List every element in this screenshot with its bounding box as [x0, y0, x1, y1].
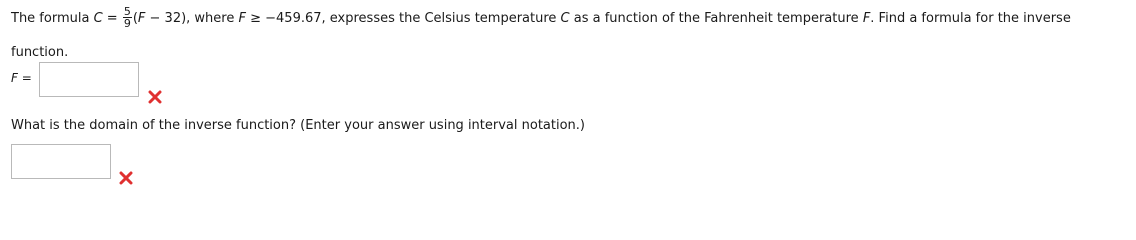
problem-line-1: [11, 7, 1126, 30]
equals-sign: =: [102, 11, 122, 26]
domain-answer-input[interactable]: [11, 144, 111, 179]
problem-line-2: function.: [11, 45, 69, 60]
domain-question: What is the domain of the inverse function? (Enter your answer using interval notation.): [11, 118, 585, 133]
problem-statement: [11, 7, 1126, 62]
problem-mid-text: as a function of the Fahrenheit temperature: [569, 11, 863, 26]
incorrect-x-icon: [119, 171, 133, 185]
problem-container: [11, 0, 1126, 62]
expression-rest: − 32), where: [145, 11, 239, 26]
var-f-3: F: [862, 11, 871, 26]
fraction-denominator: 9: [123, 17, 131, 30]
var-c-2: C: [560, 11, 570, 26]
problem-end-text: . Find a formula for the inverse: [870, 11, 1071, 26]
answer-label-f: [11, 71, 32, 85]
problem-intro: The formula: [11, 11, 94, 26]
incorrect-x-icon: [148, 90, 162, 104]
var-c: C: [93, 11, 103, 26]
var-f-2: F: [238, 11, 246, 26]
domain-condition: ≥ −459.67, expresses the Celsius temperature: [245, 11, 561, 26]
answer-label-var: F: [11, 71, 18, 85]
var-f: F: [137, 11, 146, 26]
fraction-numerator: 5: [123, 5, 131, 18]
paren-open: (: [132, 11, 138, 26]
inverse-formula-input[interactable]: [39, 62, 139, 97]
answer-label-equals: =: [17, 71, 32, 85]
fraction-five-ninths: [123, 6, 132, 29]
